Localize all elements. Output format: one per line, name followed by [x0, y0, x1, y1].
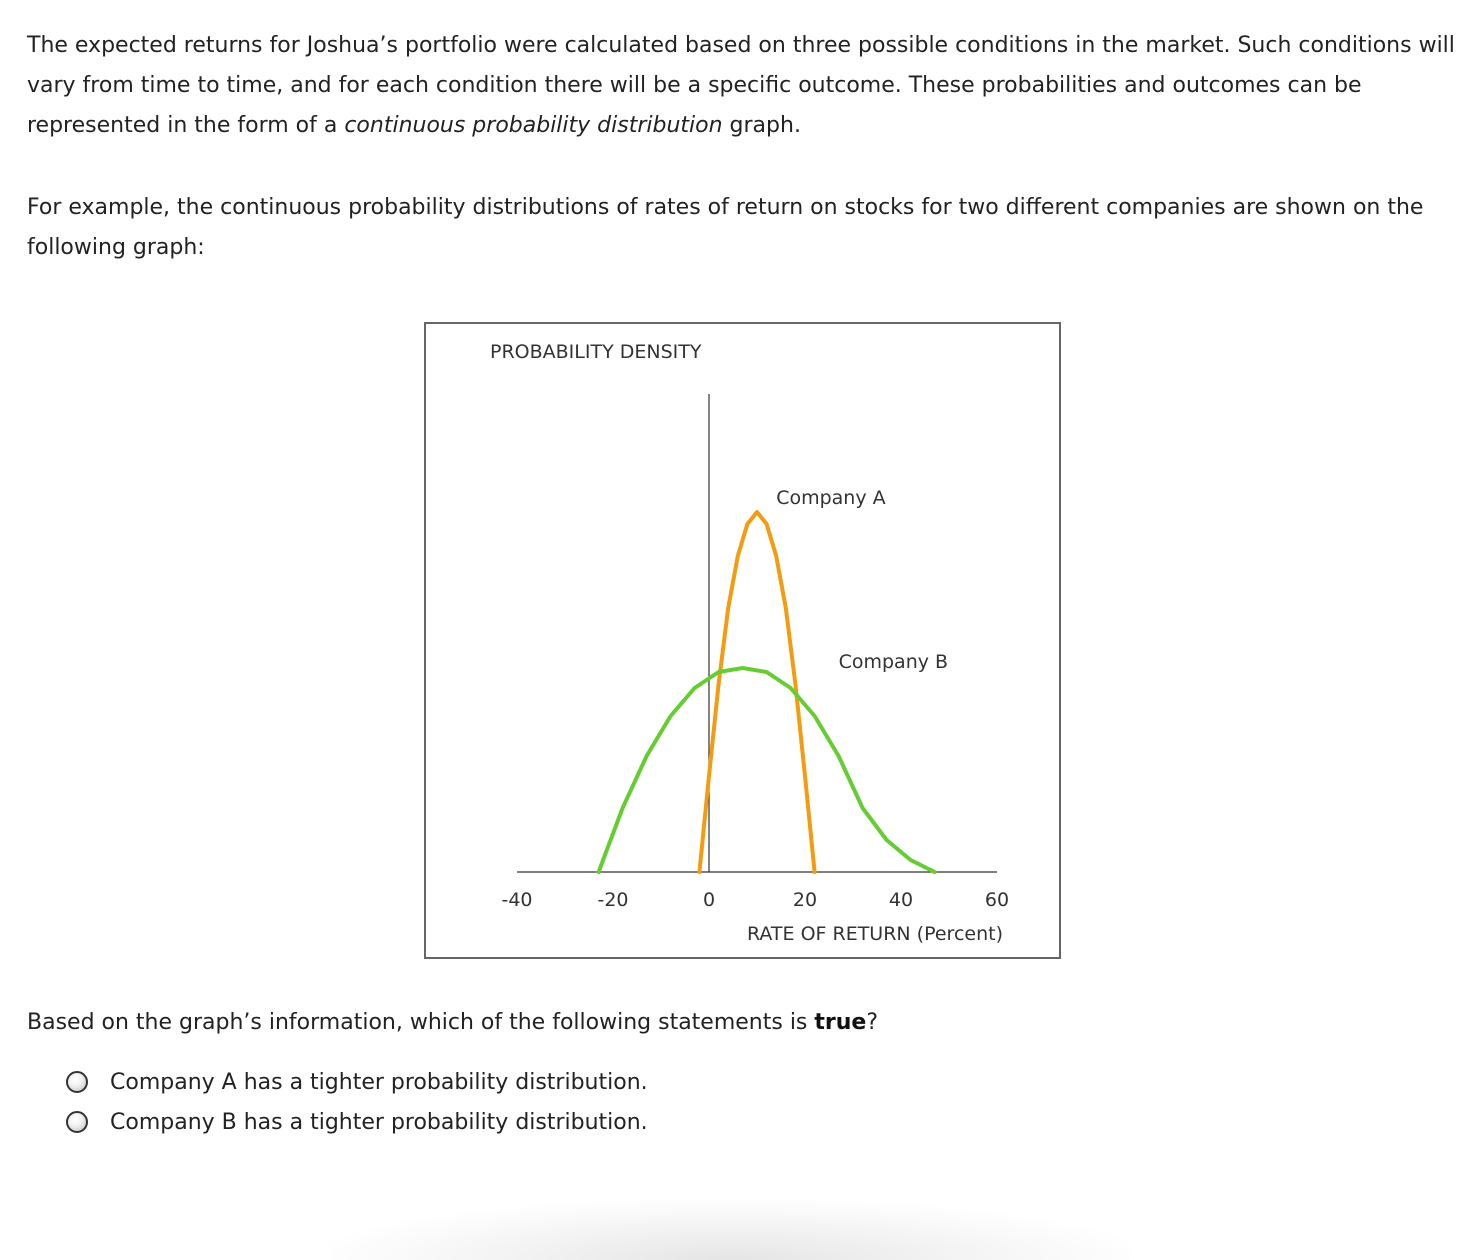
- intro-italic-term: continuous probability distribution: [344, 113, 723, 138]
- probability-chart: [426, 324, 1059, 957]
- x-tick-label: -40: [501, 889, 533, 911]
- annotation-company-b: Company B: [838, 651, 949, 673]
- x-tick-label: 20: [792, 889, 818, 911]
- option-company-a[interactable]: [66, 1062, 648, 1102]
- x-tick-label: -20: [597, 889, 629, 911]
- question-text-before: Based on the graph’s information, which of the following statements is: [27, 1010, 815, 1035]
- intro-text-2: graph.: [722, 113, 801, 138]
- option-a-label: Company A has a tighter probability distribution.: [110, 1069, 648, 1095]
- x-tick-label: 40: [888, 889, 914, 911]
- annotation-company-a: Company A: [776, 487, 886, 509]
- intro-paragraph-1: [27, 26, 1457, 146]
- chart-frame: [424, 322, 1061, 959]
- radio-button-b[interactable]: [66, 1111, 88, 1133]
- bottom-shadow: [330, 1200, 1130, 1260]
- question-text-after: ?: [866, 1010, 879, 1035]
- x-axis-label: RATE OF RETURN (Percent): [746, 923, 1003, 945]
- tick-labels: [501, 889, 1009, 911]
- series-line-company-b: [599, 668, 935, 872]
- radio-button-a[interactable]: [66, 1071, 88, 1093]
- series-line-company-a: [699, 512, 814, 872]
- x-tick-label: 60: [984, 889, 1010, 911]
- question-bold-word: true: [814, 1010, 867, 1035]
- intro-text-1: The expected returns for Joshua’s portfolio were calculated based on three possible conditions in the market. Such conditions will vary from time to time, and for each condition there will be a specific outcome. These probabilities and outcomes can be represented in the form of a: [27, 33, 1455, 138]
- annotation-layer: [776, 487, 948, 673]
- option-company-b[interactable]: [66, 1102, 648, 1142]
- y-axis-label: PROBABILITY DENSITY: [490, 341, 702, 363]
- option-b-label: Company B has a tighter probability distribution.: [110, 1109, 648, 1135]
- question-text: [27, 1003, 878, 1043]
- x-tick-label: 0: [702, 889, 716, 911]
- series-layer: [599, 512, 935, 872]
- intro-paragraph-2: For example, the continuous probability distributions of rates of return on stocks for two different companies are shown on the following graph:: [27, 195, 1424, 260]
